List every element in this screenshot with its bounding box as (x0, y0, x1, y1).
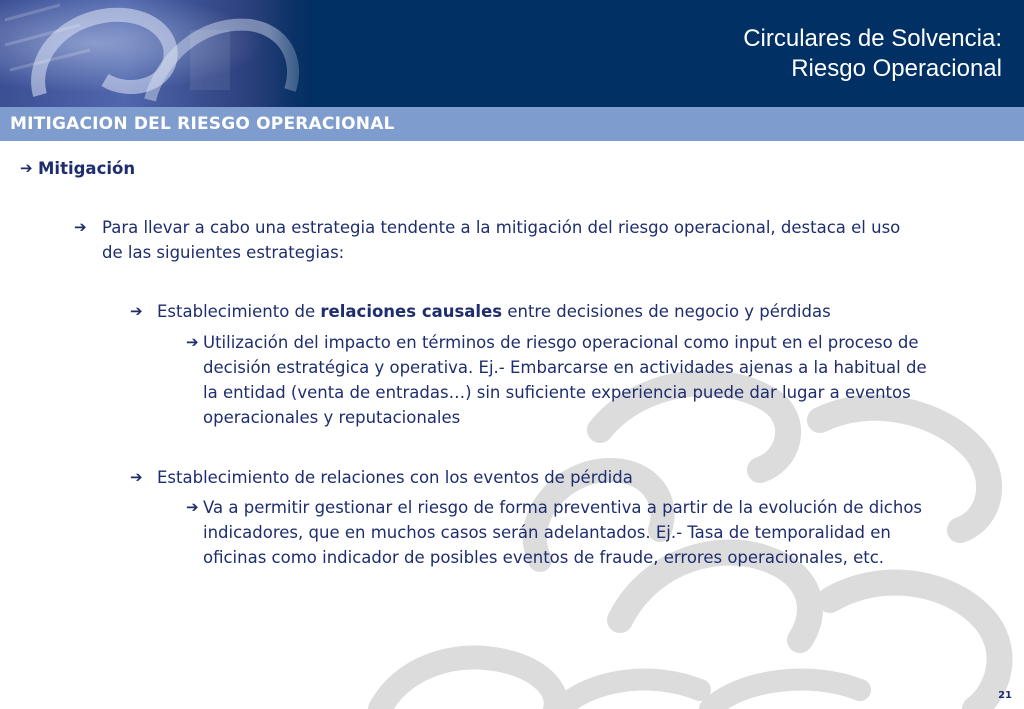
item1-sub-line-1: Utilización del impacto en términos de riesgo operacional como input en el proceso de (203, 333, 919, 352)
item2-sub-line-2: indicadores, que en muchos casos serán adelantados. Ej.- Tasa de temporalidad en (203, 523, 891, 542)
item1-sub-line-4: operacionales y reputacionales (203, 408, 461, 427)
arrow-bullet-icon: ➔ (20, 159, 33, 177)
item1-sub-line-3: la entidad (venta de entradas…) sin suficiente experiencia puede dar lugar a eventos (203, 383, 911, 402)
item2-text: Establecimiento de relaciones con los eventos de pérdida (157, 468, 633, 487)
item2-sub-line-1: Va a permitir gestionar el riesgo de forma preventiva a partir de la evolución de dichos (203, 498, 923, 517)
item1-bold: relaciones causales (320, 302, 503, 321)
intro-line-1: Para llevar a cabo una estrategia tendente a la mitigación del riesgo operacional, destaca el uso (102, 218, 901, 237)
slide-title-line2: Riesgo Operacional (791, 55, 1002, 82)
section-title: MITIGACION DEL RIESGO OPERACIONAL (10, 114, 395, 134)
arrow-bullet-icon: ➔ (186, 333, 199, 351)
page-number: 21 (998, 690, 1012, 701)
arrow-bullet-icon: ➔ (186, 498, 199, 516)
item1-sub-line-2: decisión estratégica y operativa. Ej.- Embarcarse en actividades ajenas a la habitual de (203, 358, 927, 377)
arrow-bullet-icon: ➔ (74, 218, 87, 236)
item1-pre: Establecimiento de (157, 302, 321, 321)
arrow-bullet-icon: ➔ (130, 468, 143, 486)
item1-text (157, 299, 831, 324)
item1-post: entre decisiones de negocio y pérdidas (502, 302, 831, 321)
intro-line-2: de las siguientes estrategias: (102, 243, 345, 262)
heading-mitigacion: Mitigación (38, 159, 136, 178)
arrow-bullet-icon: ➔ (130, 302, 143, 320)
slide-title-line1: Circulares de Solvencia: (743, 25, 1002, 52)
item2-sub-line-3: oficinas como indicador de posibles eventos de fraude, errores operacionales, etc. (203, 548, 885, 567)
